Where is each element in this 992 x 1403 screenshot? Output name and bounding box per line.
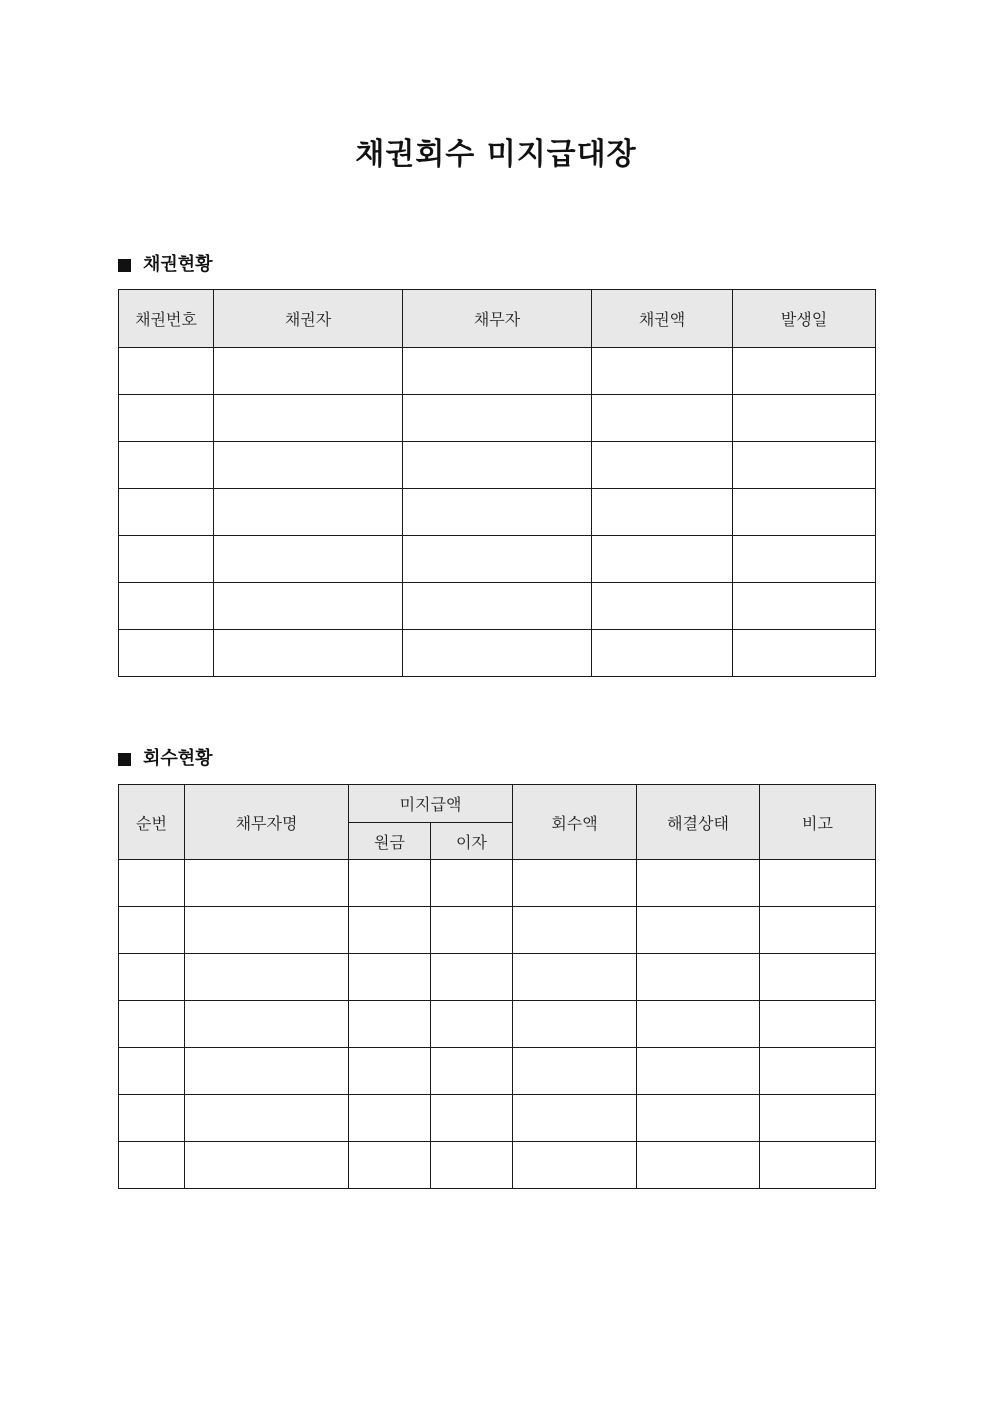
recovery-status-cell-recovered-amount[interactable] — [513, 860, 637, 907]
col-header-principal: 원금 — [349, 823, 431, 860]
recovery-status-cell-resolution-status[interactable] — [637, 1048, 760, 1095]
recovery-status-cell-seq[interactable] — [119, 907, 185, 954]
recovery-status-header-row — [119, 785, 876, 823]
recovery-status-cell-seq[interactable] — [119, 954, 185, 1001]
claim-status-row — [119, 536, 876, 583]
col-header-resolution-status: 해결상태 — [637, 785, 760, 860]
recovery-status-cell-note[interactable] — [760, 1095, 876, 1142]
claim-status-cell-claim-amount[interactable] — [592, 442, 733, 489]
recovery-status-cell-recovered-amount[interactable] — [513, 907, 637, 954]
recovery-status-cell-recovered-amount[interactable] — [513, 1001, 637, 1048]
claim-status-cell-claim-amount[interactable] — [592, 348, 733, 395]
recovery-status-table — [118, 784, 876, 1189]
col-header-unpaid-amount: 미지급액 — [349, 785, 513, 823]
claim-status-cell-occurrence-date[interactable] — [733, 395, 876, 442]
recovery-status-cell-seq[interactable] — [119, 1142, 185, 1189]
recovery-status-row — [119, 1001, 876, 1048]
claim-status-heading-label: 채권현황 — [143, 254, 213, 275]
claim-status-cell-claim-number[interactable] — [119, 536, 214, 583]
recovery-status-cell-recovered-amount[interactable] — [513, 1048, 637, 1095]
recovery-status-row — [119, 907, 876, 954]
claim-status-cell-occurrence-date[interactable] — [733, 630, 876, 677]
claim-status-table — [118, 289, 876, 677]
recovery-status-cell-interest[interactable] — [431, 1095, 513, 1142]
claim-status-cell-debtor[interactable] — [403, 630, 592, 677]
col-header-seq: 순번 — [119, 785, 185, 860]
recovery-status-cell-interest[interactable] — [431, 1142, 513, 1189]
claim-status-cell-claim-amount[interactable] — [592, 395, 733, 442]
recovery-status-cell-debtor-name[interactable] — [185, 1001, 349, 1048]
claim-status-cell-creditor[interactable] — [214, 630, 403, 677]
recovery-status-cell-principal[interactable] — [349, 1048, 431, 1095]
claim-status-cell-creditor[interactable] — [214, 489, 403, 536]
claim-status-cell-occurrence-date[interactable] — [733, 583, 876, 630]
recovery-status-cell-principal[interactable] — [349, 1001, 431, 1048]
recovery-status-heading-label: 회수현황 — [143, 748, 213, 769]
recovery-status-row — [119, 1048, 876, 1095]
recovery-status-cell-seq[interactable] — [119, 860, 185, 907]
recovery-status-cell-resolution-status[interactable] — [637, 1001, 760, 1048]
claim-status-cell-claim-number[interactable] — [119, 395, 214, 442]
claim-status-row — [119, 348, 876, 395]
claim-status-cell-creditor[interactable] — [214, 583, 403, 630]
recovery-status-cell-principal[interactable] — [349, 954, 431, 1001]
col-header-occurrence-date: 발생일 — [733, 290, 876, 348]
recovery-status-cell-debtor-name[interactable] — [185, 1142, 349, 1189]
claim-status-cell-creditor[interactable] — [214, 348, 403, 395]
recovery-status-cell-resolution-status[interactable] — [637, 860, 760, 907]
recovery-status-cell-seq[interactable] — [119, 1048, 185, 1095]
col-header-creditor: 채권자 — [214, 290, 403, 348]
recovery-status-cell-resolution-status[interactable] — [637, 954, 760, 1001]
claim-status-heading — [118, 253, 213, 277]
recovery-status-cell-principal[interactable] — [349, 860, 431, 907]
claim-status-cell-claim-number[interactable] — [119, 489, 214, 536]
claim-status-cell-debtor[interactable] — [403, 536, 592, 583]
square-bullet-icon — [118, 753, 131, 766]
claim-status-cell-occurrence-date[interactable] — [733, 489, 876, 536]
recovery-status-cell-interest[interactable] — [431, 860, 513, 907]
recovery-status-cell-seq[interactable] — [119, 1001, 185, 1048]
recovery-status-cell-debtor-name[interactable] — [185, 1095, 349, 1142]
recovery-status-cell-note[interactable] — [760, 954, 876, 1001]
square-bullet-icon — [118, 259, 131, 272]
recovery-status-cell-resolution-status[interactable] — [637, 1142, 760, 1189]
claim-status-cell-occurrence-date[interactable] — [733, 348, 876, 395]
recovery-status-cell-principal[interactable] — [349, 1142, 431, 1189]
claim-status-header-row — [119, 290, 876, 348]
claim-status-cell-claim-number[interactable] — [119, 630, 214, 677]
claim-status-row — [119, 583, 876, 630]
recovery-status-cell-debtor-name[interactable] — [185, 860, 349, 907]
recovery-status-cell-debtor-name[interactable] — [185, 907, 349, 954]
col-header-interest: 이자 — [431, 823, 513, 860]
claim-status-row — [119, 489, 876, 536]
claim-status-cell-claim-amount[interactable] — [592, 630, 733, 677]
claim-status-cell-claim-amount[interactable] — [592, 583, 733, 630]
recovery-status-cell-seq[interactable] — [119, 1095, 185, 1142]
claim-status-cell-claim-number[interactable] — [119, 442, 214, 489]
recovery-status-cell-interest[interactable] — [431, 907, 513, 954]
col-header-claim-number: 채권번호 — [119, 290, 214, 348]
recovery-status-cell-debtor-name[interactable] — [185, 1048, 349, 1095]
col-header-debtor: 채무자 — [403, 290, 592, 348]
claim-status-cell-claim-number[interactable] — [119, 348, 214, 395]
recovery-status-cell-note[interactable] — [760, 1048, 876, 1095]
recovery-status-row — [119, 860, 876, 907]
claim-status-cell-debtor[interactable] — [403, 348, 592, 395]
col-header-debtor-name: 채무자명 — [185, 785, 349, 860]
claim-status-cell-claim-amount[interactable] — [592, 536, 733, 583]
recovery-status-cell-recovered-amount[interactable] — [513, 1095, 637, 1142]
claim-status-cell-debtor[interactable] — [403, 583, 592, 630]
claim-status-cell-creditor[interactable] — [214, 442, 403, 489]
recovery-status-cell-recovered-amount[interactable] — [513, 954, 637, 1001]
page-title: 채권회수 미지급대장 — [355, 137, 637, 172]
recovery-status-cell-resolution-status[interactable] — [637, 907, 760, 954]
recovery-status-cell-note[interactable] — [760, 907, 876, 954]
claim-status-cell-claim-amount[interactable] — [592, 489, 733, 536]
recovery-status-cell-interest[interactable] — [431, 954, 513, 1001]
recovery-status-cell-note[interactable] — [760, 1001, 876, 1048]
recovery-status-heading — [118, 747, 213, 771]
claim-status-cell-occurrence-date[interactable] — [733, 536, 876, 583]
col-header-claim-amount: 채권액 — [592, 290, 733, 348]
recovery-status-cell-resolution-status[interactable] — [637, 1095, 760, 1142]
recovery-status-row — [119, 1142, 876, 1189]
recovery-status-row — [119, 1095, 876, 1142]
recovery-status-cell-principal[interactable] — [349, 907, 431, 954]
recovery-status-cell-principal[interactable] — [349, 1095, 431, 1142]
col-header-recovered-amount: 회수액 — [513, 785, 637, 860]
claim-status-row — [119, 395, 876, 442]
recovery-status-cell-note[interactable] — [760, 1142, 876, 1189]
recovery-status-cell-note[interactable] — [760, 860, 876, 907]
recovery-status-cell-interest[interactable] — [431, 1048, 513, 1095]
claim-status-cell-occurrence-date[interactable] — [733, 442, 876, 489]
recovery-status-cell-recovered-amount[interactable] — [513, 1142, 637, 1189]
claim-status-row — [119, 442, 876, 489]
claim-status-cell-debtor[interactable] — [403, 395, 592, 442]
recovery-status-cell-interest[interactable] — [431, 1001, 513, 1048]
recovery-status-cell-debtor-name[interactable] — [185, 954, 349, 1001]
claim-status-cell-debtor[interactable] — [403, 442, 592, 489]
claim-status-cell-debtor[interactable] — [403, 489, 592, 536]
claim-status-cell-creditor[interactable] — [214, 536, 403, 583]
claim-status-row — [119, 630, 876, 677]
col-header-note: 비고 — [760, 785, 876, 860]
claim-status-cell-creditor[interactable] — [214, 395, 403, 442]
claim-status-cell-claim-number[interactable] — [119, 583, 214, 630]
recovery-status-row — [119, 954, 876, 1001]
